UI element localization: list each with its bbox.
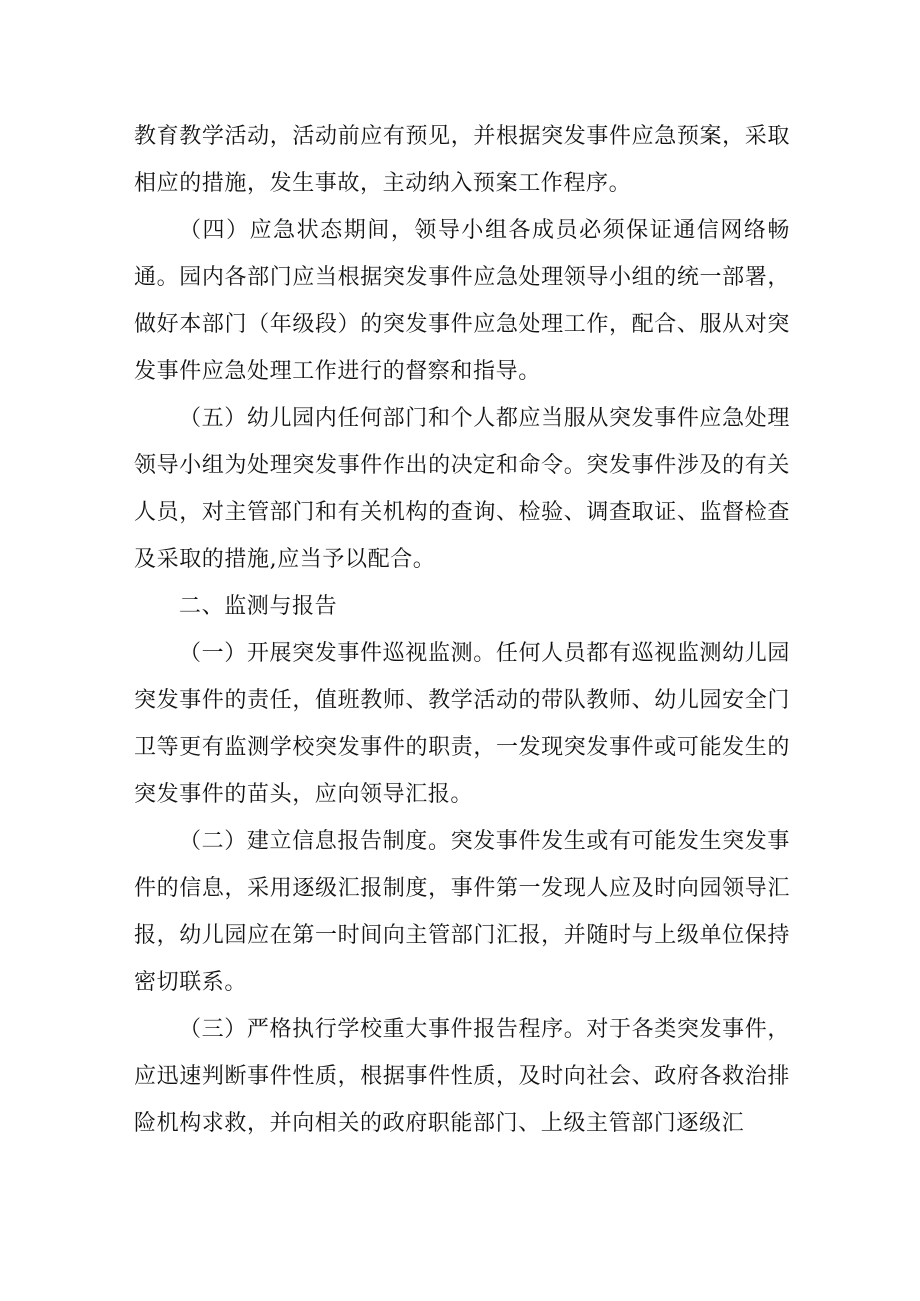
section-heading-monitoring-and-reporting: 二、监测与报告 bbox=[179, 594, 338, 619]
paragraph-item-four: （四）应急状态期间，领导小组各成员必须保证通信网络畅通。园内各部门应当根据突发事件应急处理领导小组的统一部署，做好本部门（年级段）的突发事件应急处理工作，配合、服从对突发事件应急处理工作进行的督察和指导。 bbox=[134, 218, 790, 384]
paragraph-monitoring-item-three: （三）严格执行学校重大事件报告程序。对于各类突发事件，应迅速判断事件性质，根据事件性质，及时向社会、政府各救治排险机构求救，并向相关的政府职能部门、上级主管部门逐级汇 bbox=[134, 1017, 790, 1136]
paragraph-monitoring-item-two: （二）建立信息报告制度。突发事件发生或有可能发生突发事件的信息，采用逐级汇报制度，事件第一发现人应及时向园领导汇报，幼儿园应在第一时间向主管部门汇报，并随时与上级单位保持密切联系。 bbox=[134, 829, 790, 995]
paragraph-continuation: 教育教学活动，活动前应有预见，并根据突发事件应急预案，采取相应的措施，发生事故，主动纳入预案工作程序。 bbox=[134, 124, 790, 196]
paragraph-item-five: （五）幼儿园内任何部门和个人都应当服从突发事件应急处理领导小组为处理突发事件作出的决定和命令。突发事件涉及的有关人员，对主管部门和有关机构的查询、检验、调查取证、监督检查及采取的措施,应当予以配合。 bbox=[134, 406, 790, 572]
paragraph-monitoring-item-one: （一）开展突发事件巡视监测。任何人员都有巡视监测幼儿园突发事件的责任，值班教师、教学活动的带队教师、幼儿园安全门卫等更有监测学校突发事件的职责，一发现突发事件或可能发生的突发事件的苗头，应向领导汇报。 bbox=[134, 641, 790, 807]
document-body bbox=[134, 113, 790, 1147]
